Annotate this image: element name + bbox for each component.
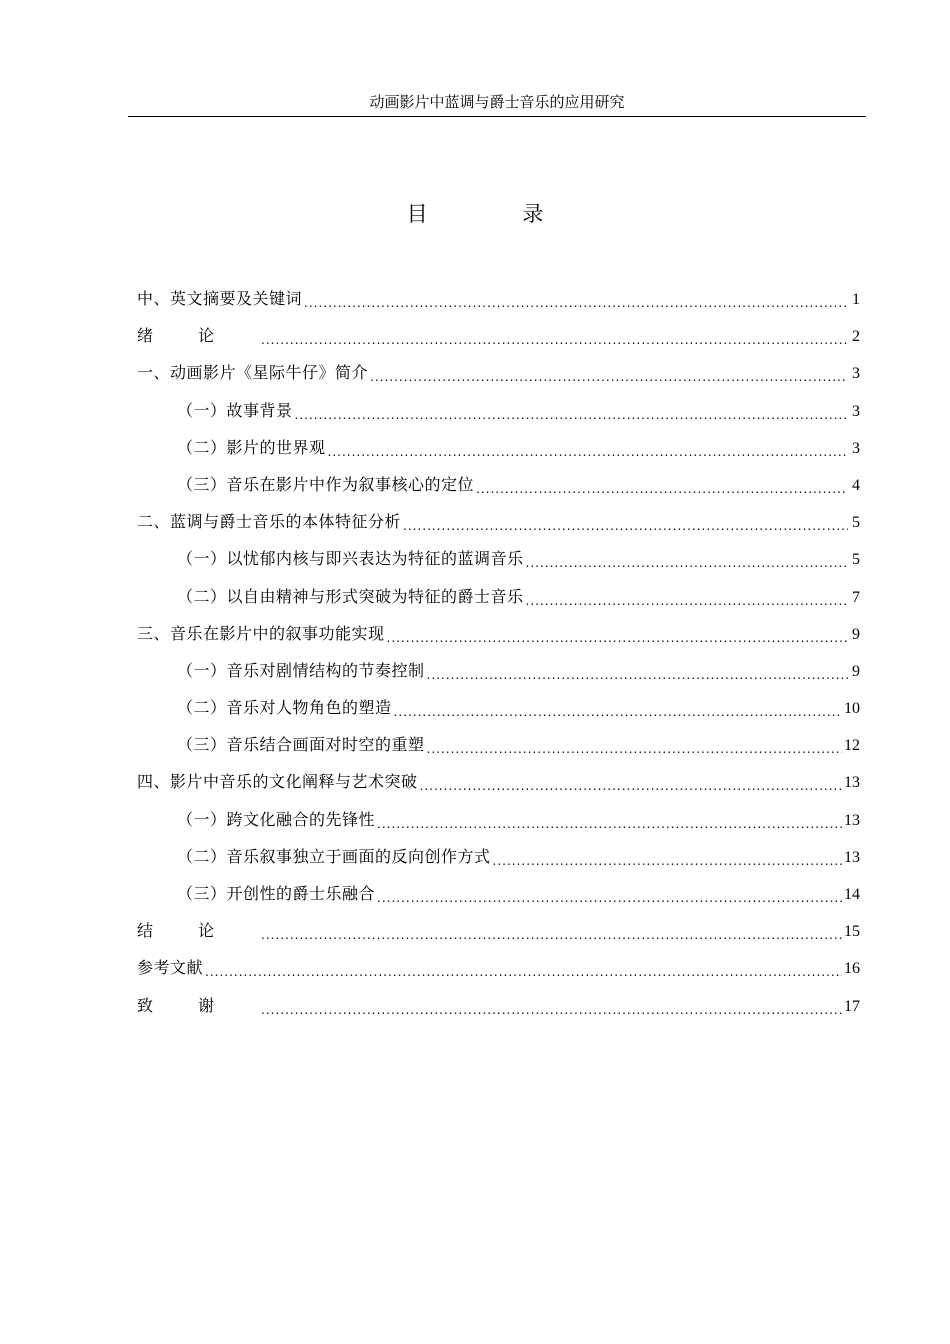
toc-entry-page: 3 <box>852 439 860 457</box>
dot-leader <box>394 702 842 722</box>
toc-entry-4-2[interactable] <box>137 844 860 881</box>
toc-entry-2-2[interactable] <box>137 584 860 621</box>
dot-leader <box>370 367 848 387</box>
toc-entry-2-1[interactable] <box>137 546 860 583</box>
toc-entry-page: 4 <box>852 476 860 494</box>
toc-entry-1-2[interactable] <box>137 435 860 472</box>
dot-leader <box>526 591 848 611</box>
toc-entry-label: （二）以自由精神与形式突破为特征的爵士音乐 <box>177 586 524 606</box>
dot-leader <box>403 516 848 536</box>
toc-entry-page: 17 <box>844 997 860 1015</box>
dot-leader <box>261 925 842 945</box>
toc-entry-label: 一、动画影片《星际牛仔》简介 <box>137 363 369 383</box>
toc-entry-3-3[interactable] <box>137 732 860 769</box>
toc-entry-page: 3 <box>852 402 860 420</box>
toc-entry-page: 12 <box>844 737 860 755</box>
toc-entry-page: 5 <box>852 551 860 569</box>
toc-entry-label: 绪论 <box>137 326 260 346</box>
dot-leader <box>427 665 848 685</box>
toc-entry-page: 9 <box>852 625 860 643</box>
toc-entry-label: 中、英文摘要及关键词 <box>137 289 303 308</box>
running-header <box>128 92 866 117</box>
toc-entry-page: 13 <box>844 848 860 866</box>
toc-entry-page: 3 <box>852 365 860 383</box>
toc-entry-references[interactable] <box>137 955 860 992</box>
toc-entry-page: 14 <box>844 886 860 903</box>
toc-entry-label: （三）音乐在影片中作为叙事核心的定位 <box>177 474 475 494</box>
toc-entry-label: （一）以忧郁内核与即兴表达为特征的蓝调音乐 <box>177 549 524 569</box>
dot-leader <box>377 814 842 834</box>
toc-entry-label: 致谢 <box>137 995 260 1015</box>
toc-entry-1-3[interactable] <box>137 472 860 509</box>
toc-entry-label: 二、蓝调与爵士音乐的本体特征分析 <box>137 512 402 532</box>
toc-entry-label: （二）音乐叙事独立于画面的反向创作方式 <box>177 846 491 866</box>
toc-entry-page: 5 <box>852 514 860 532</box>
dot-leader <box>377 888 842 908</box>
dot-leader <box>205 962 842 982</box>
toc-entry-page: 1 <box>852 291 860 308</box>
dot-leader <box>304 293 848 313</box>
toc-entry-label: 参考文献 <box>137 958 204 978</box>
toc-entry-label: （三）音乐结合画面对时空的重塑 <box>177 735 425 755</box>
toc-entry-chapter-3[interactable] <box>137 621 860 658</box>
dot-leader <box>387 628 848 648</box>
toc-entry-label: （一）跨文化融合的先锋性 <box>177 809 376 829</box>
dot-leader <box>526 553 848 573</box>
header-title: 动画影片中蓝调与爵士音乐的应用研究 <box>369 93 625 111</box>
toc-entry-4-1[interactable] <box>137 807 860 844</box>
toc-entry-page: 7 <box>852 588 860 606</box>
toc-entry-introduction[interactable] <box>137 323 860 360</box>
toc-entry-label: （二）音乐对人物角色的塑造 <box>177 698 392 718</box>
dot-leader <box>261 1000 842 1020</box>
toc-entry-page: 13 <box>844 811 860 829</box>
toc-entry-chapter-2[interactable] <box>137 509 860 546</box>
toc-entry-page: 9 <box>852 662 860 680</box>
toc-entry-abstract[interactable] <box>137 286 860 323</box>
toc-entry-label: （二）影片的世界观 <box>177 437 326 457</box>
dot-leader <box>295 405 848 425</box>
dot-leader <box>328 442 848 462</box>
dot-leader <box>420 776 842 796</box>
table-of-contents <box>137 286 860 1030</box>
toc-entry-acknowledgements[interactable] <box>137 993 860 1030</box>
toc-entry-page: 10 <box>844 700 860 718</box>
toc-entry-4-3[interactable] <box>137 881 860 918</box>
toc-entry-chapter-1[interactable] <box>137 360 860 397</box>
toc-entry-chapter-4[interactable] <box>137 769 860 806</box>
toc-entry-label: （一）音乐对剧情结构的节奏控制 <box>177 660 425 680</box>
toc-entry-page: 15 <box>844 923 860 941</box>
toc-entry-page: 2 <box>852 328 860 346</box>
toc-entry-label: （一）故事背景 <box>177 400 293 420</box>
toc-title: 目 录 <box>406 202 588 226</box>
toc-entry-conclusion[interactable] <box>137 918 860 955</box>
toc-entry-page: 13 <box>844 774 860 792</box>
toc-entry-page: 16 <box>844 960 860 978</box>
dot-leader <box>476 479 848 499</box>
dot-leader <box>427 739 842 759</box>
toc-entry-label: （三）开创性的爵士乐融合 <box>177 884 376 903</box>
toc-entry-label: 四、影片中音乐的文化阐释与艺术突破 <box>137 772 418 792</box>
toc-entry-3-1[interactable] <box>137 658 860 695</box>
dot-leader <box>261 330 848 350</box>
toc-entry-label: 结论 <box>137 921 260 941</box>
toc-entry-3-2[interactable] <box>137 695 860 732</box>
toc-entry-1-1[interactable] <box>137 398 860 435</box>
toc-entry-label: 三、音乐在影片中的叙事功能实现 <box>137 623 385 643</box>
dot-leader <box>493 851 842 871</box>
